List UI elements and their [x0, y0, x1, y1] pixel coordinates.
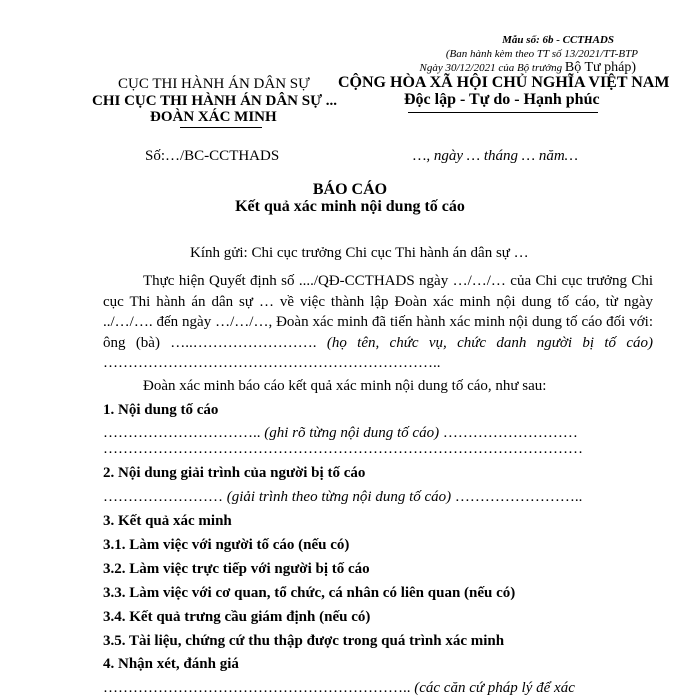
- section-4-title: 4. Nhận xét, đánh giá: [103, 656, 239, 672]
- form-code: Mẫu số: 6b - CCTHADS: [502, 34, 614, 46]
- section-3-3: 3.3. Làm việc với cơ quan, tổ chức, cá nhân có liên quan (nếu có): [103, 585, 516, 601]
- section-1-dots-a: …………………………..: [103, 425, 265, 441]
- org-parent: CỤC THI HÀNH ÁN DÂN SỰ: [118, 76, 310, 92]
- motto-underline: [408, 112, 598, 113]
- section-3-2: 3.2. Làm việc trực tiếp với người bị tố cáo: [103, 561, 370, 577]
- section-1-fill-line-2: ……………………………………………………………………………………: [103, 441, 583, 457]
- section-1-fill-line: [103, 425, 578, 442]
- section-3-title: 3. Kết quả xác minh: [103, 513, 232, 529]
- place-date: …, ngày … tháng … năm…: [413, 148, 579, 164]
- form-issued-with: (Ban hành kèm theo TT số 13/2021/TT-BTP: [445, 48, 638, 60]
- section-2-dots-a: ……………………: [103, 489, 227, 505]
- document-type: BÁO CÁO: [312, 181, 388, 198]
- section-4-note: (các căn cứ pháp lý để xác: [414, 680, 575, 696]
- section-2-dots-b: ……………………..: [451, 489, 583, 505]
- org-branch: CHI CỤC THI HÀNH ÁN DÂN SỰ ...: [92, 93, 338, 109]
- section-4-fill-line: [103, 680, 575, 697]
- section-4-dots: ……………………………………………………..: [103, 680, 415, 696]
- national-title: CỘNG HÒA XÃ HỘI CHỦ NGHĨA VIỆT NAM: [338, 74, 670, 91]
- org-underline: [180, 127, 262, 128]
- section-3-4: 3.4. Kết quả trưng cầu giám định (nếu có): [103, 609, 371, 625]
- section-2-fill-line: [103, 489, 582, 506]
- recipient: Kính gửi: Chi cục trưởng Chi cục Thi hành án dân sự …: [190, 245, 529, 261]
- document-subject: Kết quả xác minh nội dung tố cáo: [235, 198, 465, 215]
- report-lead: Đoàn xác minh báo cáo kết quả xác minh nội dung tố cáo, như sau:: [143, 378, 547, 394]
- org-team: ĐOÀN XÁC MINH: [150, 109, 277, 125]
- section-2-title: 2. Nội dung giải trình của người bị tố cáo: [103, 465, 366, 481]
- section-1-title: 1. Nội dung tố cáo: [103, 402, 219, 418]
- form-issued-date: Ngày 30/12/2021 của Bộ trưởng: [419, 62, 563, 74]
- intro-text: Thực hiện Quyết định số ..../QĐ-CCTHADS ngày …/…/… của Chi cục trưởng Chi cục Thi hành án dân sự … về việc thành lập Đoàn xác minh nội dung tố cáo, từ ngày ../…/…. đến ngày …/…/…, Đoàn xác minh đã tiến hành xác minh nội dung tố cáo đối với: ông (bà) …..…………………….: [103, 273, 653, 351]
- section-1-dots-b: ………………………: [439, 425, 578, 441]
- section-1-note: (ghi rõ từng nội dung tố cáo): [264, 425, 440, 441]
- intro-trail: …………………………………………………………..: [103, 355, 441, 371]
- document-number: Số:…/BC-CCTHADS: [145, 148, 280, 164]
- national-motto: Độc lập - Tự do - Hạnh phúc: [404, 91, 600, 108]
- form-issued-by: Bộ Tư pháp): [564, 60, 636, 75]
- intro-note: (họ tên, chức vụ, chức danh người bị tố cáo): [326, 334, 653, 351]
- section-3-5: 3.5. Tài liệu, chứng cứ thu thập được trong quá trình xác minh: [103, 633, 505, 649]
- intro-paragraph: [103, 271, 653, 374]
- section-3-1: 3.1. Làm việc với người tố cáo (nếu có): [103, 537, 350, 553]
- section-2-note: (giải trình theo từng nội dung tố cáo): [226, 489, 452, 505]
